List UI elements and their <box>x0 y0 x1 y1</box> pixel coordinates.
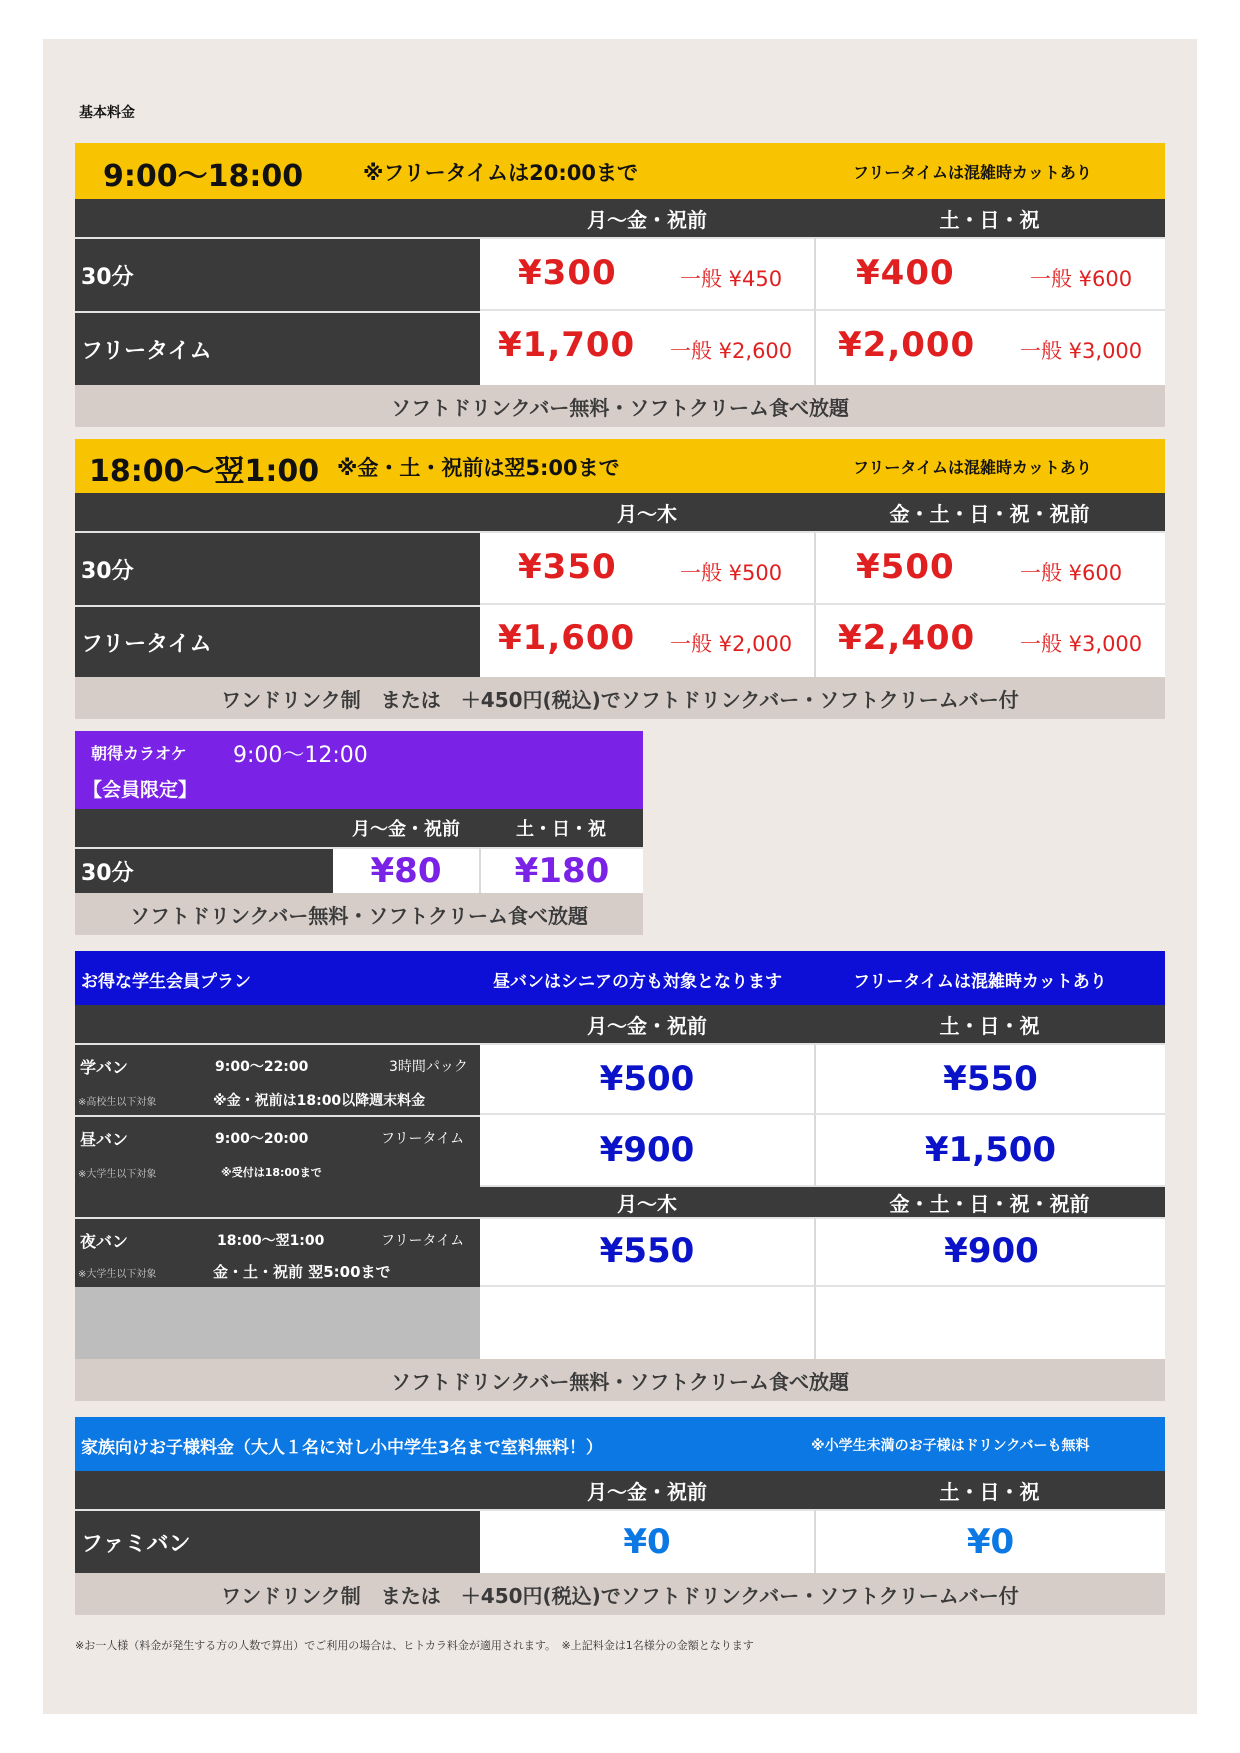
section1-row2-label: フリータイム <box>75 311 480 385</box>
plan-time: 9:00〜22:00 <box>215 1059 309 1075</box>
plan-type: 3時間パック <box>389 1059 468 1075</box>
section4-col3: 月〜木 <box>617 1191 677 1216</box>
section1-column-header <box>75 199 1165 237</box>
section3-col2: 土・日・祝 <box>516 819 606 840</box>
footnote: ※お一人様（料金が発生する方の人数で算出）でご利用の場合は、ヒトカラ料金が適用されます。 ※上記料金は1名様分の金額となります <box>75 1639 754 1652</box>
section2-cut-note: フリータイムは混雑時カットあり <box>853 458 1092 477</box>
price: ¥400 <box>856 253 955 293</box>
page-label: 基本料金 <box>79 105 135 121</box>
hiruban-label-cell <box>75 1115 480 1187</box>
section5-column-header <box>75 1471 1165 1509</box>
plan-target: ※大学生以下対象 <box>78 1169 157 1180</box>
section1-header <box>75 143 1165 199</box>
section3-footer: ソフトドリンクバー無料・ソフトクリーム食べ放題 <box>75 893 643 935</box>
section2-time: 18:00〜翌1:00 <box>89 454 320 489</box>
hiruban-price1: ¥900 <box>480 1115 814 1187</box>
section2-row1-cell2 <box>814 531 1165 605</box>
section1-note: ※フリータイムは20:00まで <box>363 161 638 185</box>
price: ¥500 <box>856 547 955 587</box>
section4-cut-note: フリータイムは混雑時カットあり <box>853 972 1107 992</box>
section4-col4: 金・土・日・祝・祝前 <box>889 1191 1090 1216</box>
section5-note: ※小学生未満のお子様はドリンクバーも無料 <box>811 1438 1090 1454</box>
gakuban-price1: ¥500 <box>480 1043 814 1115</box>
section3-price1: ¥80 <box>333 847 479 893</box>
price: ¥1,600 <box>498 618 636 658</box>
plan-sub-note: ※受付は18:00まで <box>221 1166 322 1179</box>
plan-type: フリータイム <box>381 1233 465 1249</box>
plan-target: ※高校生以下対象 <box>78 1097 157 1108</box>
price: ¥350 <box>518 547 617 587</box>
plan-name: 昼バン <box>80 1130 129 1149</box>
plan-name: 夜バン <box>80 1232 129 1251</box>
section5-title: 家族向けお子様料金（大人１名に対し小中学生3名まで室料無料！） <box>81 1438 603 1458</box>
section2-row2-label: フリータイム <box>75 605 480 677</box>
section1-col2: 土・日・祝 <box>939 207 1040 232</box>
section4-col2: 土・日・祝 <box>939 1013 1040 1038</box>
section5-col1: 月〜金・祝前 <box>587 1479 707 1504</box>
yoruban-price1-cell <box>480 1217 814 1287</box>
section1-row1-label: 30分 <box>75 237 480 311</box>
plan-sub-note: ※金・祝前は18:00以降週末料金 <box>213 1093 426 1109</box>
section4-footer: ソフトドリンクバー無料・ソフトクリーム食べ放題 <box>75 1359 1165 1401</box>
section5-row-label: ファミバン <box>75 1509 480 1573</box>
empty-row-cell2 <box>814 1287 1165 1359</box>
price: ¥300 <box>518 253 617 293</box>
section2-col2: 金・土・日・祝・祝前 <box>889 501 1090 526</box>
plan-type: フリータイム <box>381 1131 465 1147</box>
section2-col1: 月〜木 <box>617 501 677 526</box>
general-price: 一般 ¥3,000 <box>1020 632 1143 656</box>
gakuban-price2: ¥550 <box>814 1043 1165 1115</box>
plan-target: ※大学生以下対象 <box>78 1269 157 1280</box>
empty-row-label <box>75 1287 480 1359</box>
price: ¥2,000 <box>838 325 976 365</box>
empty-row-cell1 <box>480 1287 814 1359</box>
section5-footer: ワンドリンク制 または ＋450円(税込)でソフトドリンクバー・ソフトクリームバー付 <box>75 1573 1165 1615</box>
general-price: 一般 ¥2,000 <box>670 632 793 656</box>
section4-header <box>75 951 1165 1005</box>
general-price: 一般 ¥600 <box>1020 561 1123 585</box>
section1-footer: ソフトドリンクバー無料・ソフトクリーム食べ放題 <box>75 385 1165 427</box>
section2-row1-cell1 <box>480 531 814 605</box>
section1-row1-cell1 <box>480 237 814 311</box>
plan-time: 9:00〜20:00 <box>215 1131 309 1147</box>
section5-price1: ¥0 <box>480 1509 814 1573</box>
section4-col1: 月〜金・祝前 <box>587 1013 707 1038</box>
section2-column-header <box>75 493 1165 531</box>
section3-column-header <box>75 809 643 847</box>
plan-time: 18:00〜翌1:00 <box>217 1233 325 1249</box>
yoruban-label-cell <box>75 1217 480 1287</box>
general-price: 一般 ¥3,000 <box>1020 339 1143 363</box>
gakuban-label-cell <box>75 1043 480 1115</box>
section3-price2: ¥180 <box>479 847 643 893</box>
section1-cut-note: フリータイムは混雑時カットあり <box>853 163 1092 182</box>
section1-row2-cell2 <box>814 311 1165 385</box>
section1-time: 9:00〜18:00 <box>103 159 304 194</box>
section3-row-label: 30分 <box>75 847 333 893</box>
plan-name: 学バン <box>80 1058 129 1077</box>
section1-col1: 月〜金・祝前 <box>587 207 707 232</box>
section4-subheader <box>75 1187 1165 1217</box>
plan-sub-note: 金・土・祝前 翌5:00まで <box>213 1263 391 1281</box>
price: ¥1,700 <box>498 325 636 365</box>
yoruban-price2-cell <box>814 1217 1165 1287</box>
general-price: 一般 ¥500 <box>680 561 783 585</box>
section2-row2-cell2 <box>814 605 1165 677</box>
section3-members-only: 【会員限定】 <box>83 779 198 801</box>
section3-time: 9:00〜12:00 <box>233 743 368 768</box>
general-price: 一般 ¥2,600 <box>670 339 793 363</box>
general-price: 一般 ¥450 <box>680 267 783 291</box>
section4-note: 昼バンはシニアの方も対象となります <box>493 972 782 992</box>
section2-note: ※金・土・祝前は翌5:00まで <box>337 456 620 480</box>
section2-header <box>75 439 1165 493</box>
section1-row2-cell1 <box>480 311 814 385</box>
section2-row1-label: 30分 <box>75 531 480 605</box>
price: ¥2,400 <box>838 618 976 658</box>
hiruban-price2: ¥1,500 <box>814 1115 1165 1187</box>
yoruban-price1: ¥550 <box>599 1231 695 1271</box>
section3-header <box>75 731 643 809</box>
general-price: 一般 ¥600 <box>1030 267 1133 291</box>
section5-price2: ¥0 <box>814 1509 1165 1573</box>
section4-title: お得な学生会員プラン <box>81 972 251 992</box>
section2-row2-cell1 <box>480 605 814 677</box>
section4-column-header <box>75 1005 1165 1043</box>
yoruban-price2: ¥900 <box>944 1231 1039 1271</box>
section1-row1-cell2 <box>814 237 1165 311</box>
price-sheet <box>43 39 1197 1714</box>
section2-footer: ワンドリンク制 または ＋450円(税込)でソフトドリンクバー・ソフトクリームバー付 <box>75 677 1165 719</box>
section5-header <box>75 1417 1165 1471</box>
section5-col2: 土・日・祝 <box>939 1479 1040 1504</box>
section3-col1: 月〜金・祝前 <box>352 819 460 840</box>
section3-title: 朝得カラオケ <box>91 744 187 763</box>
